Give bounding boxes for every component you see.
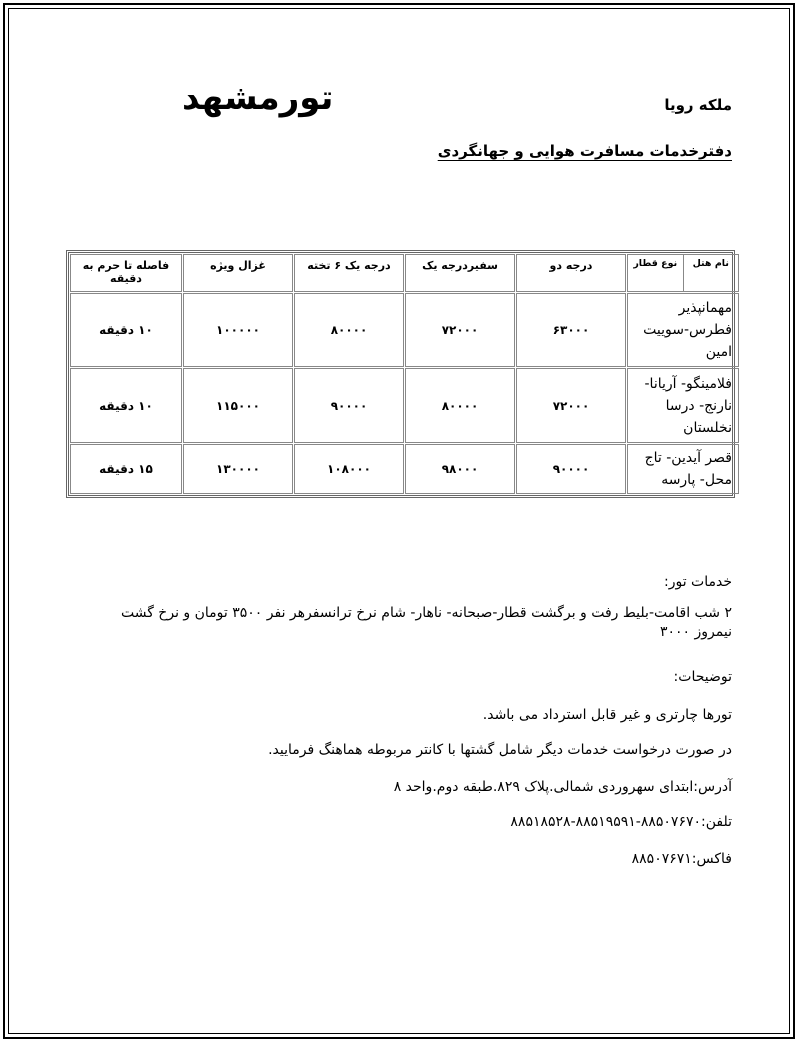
- agency-subtitle: دفترخدمات مسافرت هوایی و جهانگردی: [437, 142, 732, 160]
- table-row: [70, 293, 739, 367]
- tour-title: تورمشهد: [182, 78, 334, 118]
- header-hotel-name: نام هتل: [683, 255, 739, 291]
- price-table: [69, 253, 740, 495]
- hotel-cell: فلامینگو- آریانا- نارنج- درسا نخلستان: [627, 368, 739, 442]
- header-ghazal: غزال ویژه: [183, 254, 293, 292]
- notes-title: توضیحات:: [673, 669, 732, 685]
- price-class1-6bed: ۸۰۰۰۰: [294, 293, 404, 367]
- price-class2: ۶۳۰۰۰: [516, 293, 626, 367]
- table-row: [70, 444, 739, 494]
- page-border-inner: [8, 8, 790, 1034]
- price-table-frame: [66, 250, 735, 498]
- distance-cell: ۱۰ دقیقه: [70, 368, 182, 442]
- distance-cell: ۱۰ دقیقه: [70, 293, 182, 367]
- table-header-row: [70, 254, 739, 292]
- distance-cell: ۱۵ دقیقه: [70, 444, 182, 494]
- table-row: [70, 368, 739, 442]
- price-class1-6bed: ۹۰۰۰۰: [294, 368, 404, 442]
- header-class1-6bed: درجه یک ۶ تخته: [294, 254, 404, 292]
- price-safir1: ۹۸۰۰۰: [405, 444, 515, 494]
- phone: تلفن:۸۸۵۰۷۶۷۰-۸۸۵۱۹۵۹۱-۸۸۵۱۸۵۲۸: [510, 814, 732, 830]
- price-safir1: ۷۲۰۰۰: [405, 293, 515, 367]
- services-title: خدمات تور:: [663, 574, 732, 590]
- header-distance: فاصله تا حرم به دقیقه: [70, 254, 182, 292]
- price-ghazal: ۱۱۵۰۰۰: [183, 368, 293, 442]
- price-class1-6bed: ۱۰۸۰۰۰: [294, 444, 404, 494]
- hotel-cell: مهمانپذیر فطرس-سوییت امین: [627, 293, 739, 367]
- price-class2: ۹۰۰۰۰: [516, 444, 626, 494]
- services-text: ۲ شب اقامت-بلیط رفت و برگشت قطار-صبحانه- ناهار- شام نرخ ترانسفرهر نفر ۳۵۰۰ تومان و نرخ گشت نیمروز ۳۰۰۰: [120, 605, 732, 640]
- note-extra-services: در صورت درخواست خدمات دیگر شامل گشتها با کانتر مربوطه هماهنگ فرمایید.: [268, 742, 732, 758]
- fax: فاکس:۸۸۵۰۷۶۷۱: [631, 851, 732, 867]
- price-ghazal: ۱۰۰۰۰۰: [183, 293, 293, 367]
- price-safir1: ۸۰۰۰۰: [405, 368, 515, 442]
- hotel-cell: قصر آیدین- تاج محل- پارسه: [627, 444, 739, 494]
- price-ghazal: ۱۳۰۰۰۰: [183, 444, 293, 494]
- header-train-type: نوع قطار: [633, 258, 678, 269]
- price-class2: ۷۲۰۰۰: [516, 368, 626, 442]
- header-class2: درجه دو: [516, 254, 626, 292]
- address: آدرس:ابتدای سهروردی شمالی.پلاک ۸۲۹.طبقه دوم.واحد ۸: [393, 779, 732, 795]
- header-hotel-train: [627, 254, 739, 292]
- note-non-refundable: تورها چارتری و غیر قابل استرداد می باشد.: [482, 707, 732, 723]
- header-safir1: سفیردرجه یک: [405, 254, 515, 292]
- company-name: ملکه رویا: [664, 96, 732, 114]
